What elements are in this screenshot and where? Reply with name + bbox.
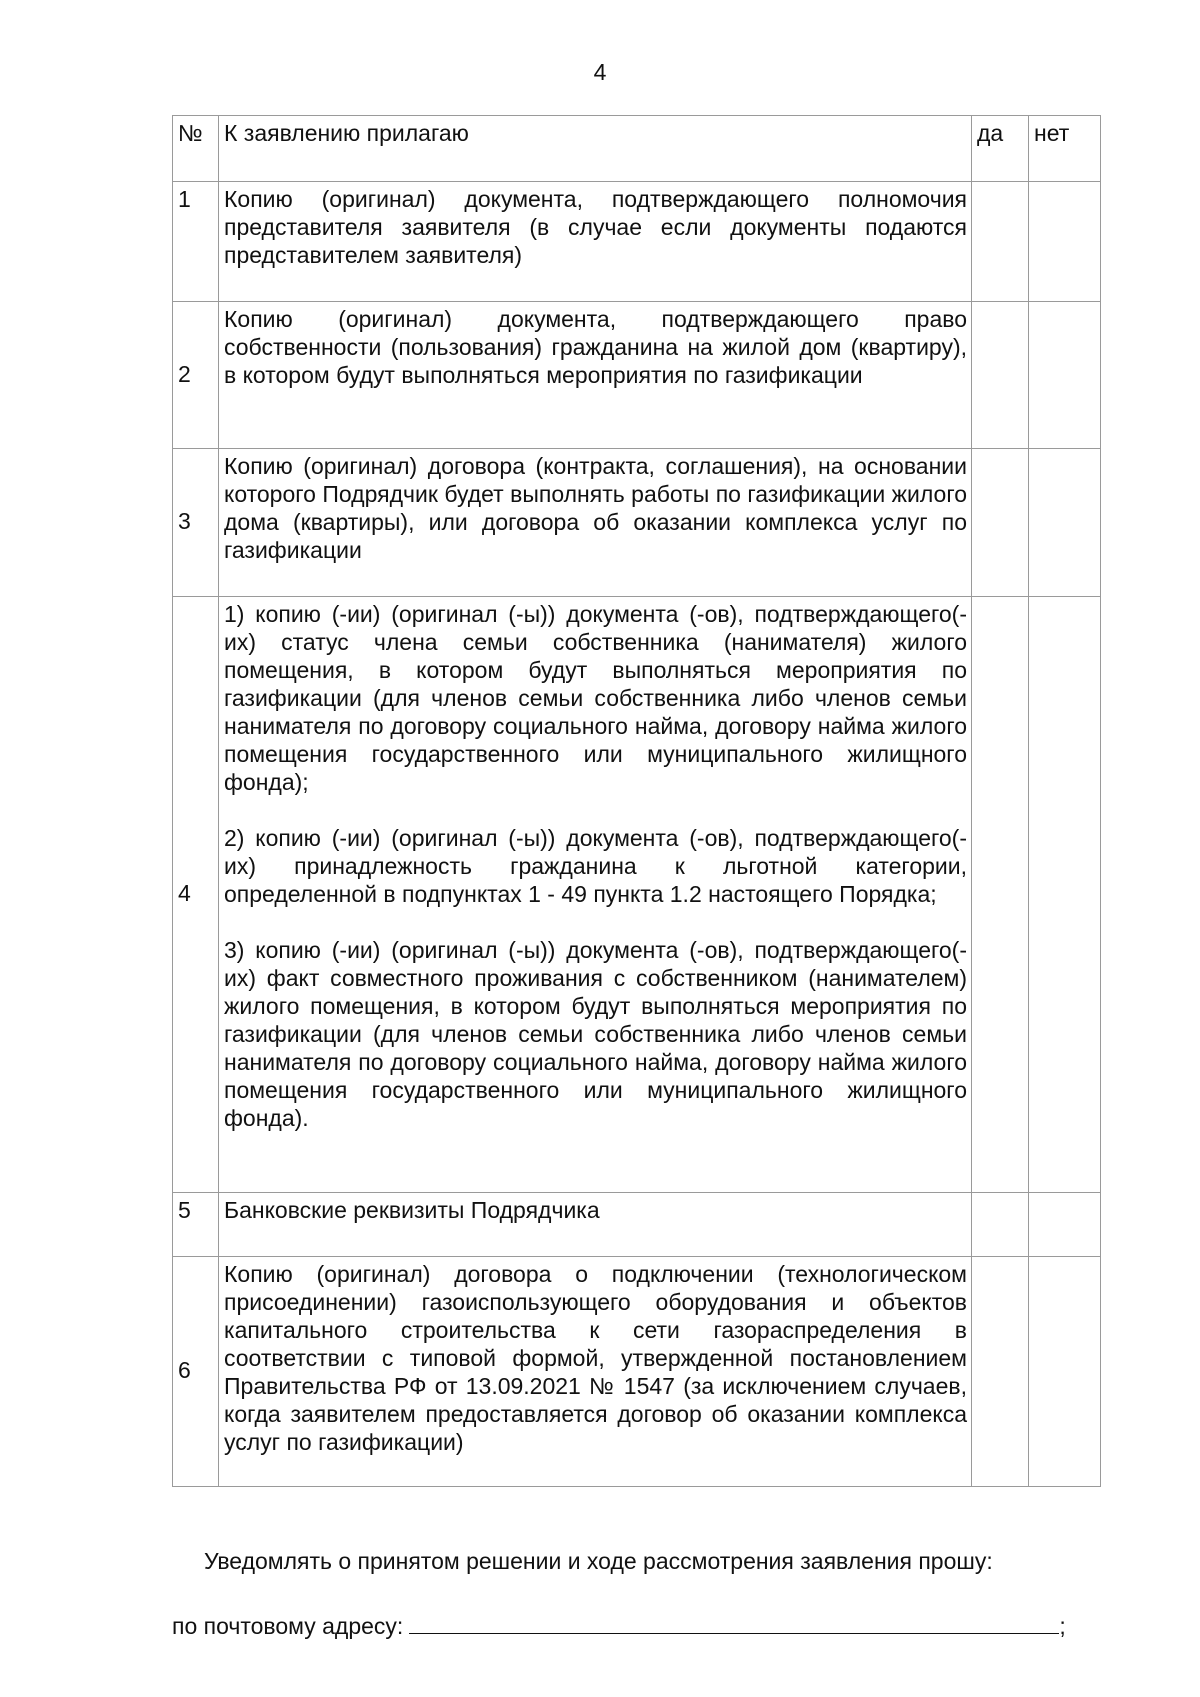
postal-address-end: ;	[1059, 1613, 1066, 1639]
row-paragraph: Копию (оригинал) договора о подключении (технологическом присоединении) газоиспользующего оборудования и объектов капитального строительства к сети газораспределения в соответствии с типовой формой, утвержденной постановлением Правительства РФ от 13.09.2021 № 1547 (за исключением случаев, когда заявителем предоставляется договор об оказании комплекса услуг по газификации)	[224, 1261, 967, 1455]
header-num: №	[173, 116, 219, 182]
row-yes-cell[interactable]	[972, 1257, 1029, 1487]
table-row	[173, 1257, 1101, 1487]
row-yes-cell[interactable]	[972, 302, 1029, 449]
header-yes: да	[972, 116, 1029, 182]
table-row	[173, 1193, 1101, 1257]
table-row	[173, 182, 1101, 302]
row-no-cell[interactable]	[1029, 1257, 1101, 1487]
row-text	[219, 1193, 972, 1257]
page-number: 4	[593, 59, 607, 85]
postal-address-line	[172, 1609, 1102, 1640]
row-text	[219, 302, 972, 449]
row-text	[219, 449, 972, 597]
row-yes-cell[interactable]	[972, 597, 1029, 1193]
row-no-cell[interactable]	[1029, 1193, 1101, 1257]
row-no-cell[interactable]	[1029, 302, 1101, 449]
row-paragraph: 3) копию (-ии) (оригинал (-ы)) документа (-ов), подтверждающего(-их) факт совместного проживания с собственником (нанимателем) жилого помещения, в котором будут выполняться мероприятия по газификации (для членов семьи собственника либо членов семьи нанимателя по договору социального найма, договору найма жилого помещения государственного или муниципального жилищного фонда).	[224, 937, 967, 1131]
table-header-row	[173, 116, 1101, 182]
row-paragraph: 2) копию (-ии) (оригинал (-ы)) документа (-ов), подтверждающего(-их) принадлежность гражданина к льготной категории, определенной в подпунктах 1 - 49 пункта 1.2 настоящего Порядка;	[224, 825, 967, 907]
row-paragraph: 1) копию (-ии) (оригинал (-ы)) документа (-ов), подтверждающего(-их) статус члена семьи собственника (нанимателя) жилого помещения, в котором будут выполняться мероприятия по газификации (для членов семьи собственника либо членов семьи нанимателя по договору социального найма, договору найма жилого помещения государственного или муниципального жилищного фонда);	[224, 601, 967, 795]
row-no-cell[interactable]	[1029, 449, 1101, 597]
row-num: 1	[173, 182, 219, 302]
table-row	[173, 597, 1101, 1193]
row-no-cell[interactable]	[1029, 597, 1101, 1193]
row-text	[219, 1257, 972, 1487]
row-yes-cell[interactable]	[972, 449, 1029, 597]
attachments-table	[172, 115, 1101, 1487]
row-no-cell[interactable]	[1029, 182, 1101, 302]
row-paragraph: Банковские реквизиты Подрядчика	[224, 1197, 600, 1223]
row-text	[219, 597, 972, 1193]
row-num: 5	[173, 1193, 219, 1257]
row-paragraph: Копию (оригинал) документа, подтверждающего право собственности (пользования) гражданина на жилой дом (квартиру), в котором будут выполняться мероприятия по газификации	[224, 306, 967, 388]
row-text	[219, 182, 972, 302]
row-paragraph: Копию (оригинал) документа, подтверждающего полномочия представителя заявителя (в случае если документы подаются представителем заявителя)	[224, 186, 967, 268]
row-num: 2	[173, 302, 219, 449]
postal-address-label: по почтовому адресу:	[172, 1613, 404, 1639]
row-yes-cell[interactable]	[972, 1193, 1029, 1257]
postal-address-field[interactable]	[409, 1609, 1059, 1634]
notify-text: Уведомлять о принятом решении и ходе рассмотрения заявления прошу:	[204, 1548, 993, 1574]
row-yes-cell[interactable]	[972, 182, 1029, 302]
table-row	[173, 302, 1101, 449]
row-num: 4	[173, 597, 219, 1193]
row-paragraph: Копию (оригинал) договора (контракта, соглашения), на основании которого Подрядчик будет выполнять работы по газификации жилого дома (квартиры), или договора об оказании комплекса услуг по газификации	[224, 453, 967, 563]
row-num: 3	[173, 449, 219, 597]
header-text: К заявлению прилагаю	[219, 116, 972, 182]
table-row	[173, 449, 1101, 597]
row-num: 6	[173, 1257, 219, 1487]
header-no: нет	[1029, 116, 1101, 182]
